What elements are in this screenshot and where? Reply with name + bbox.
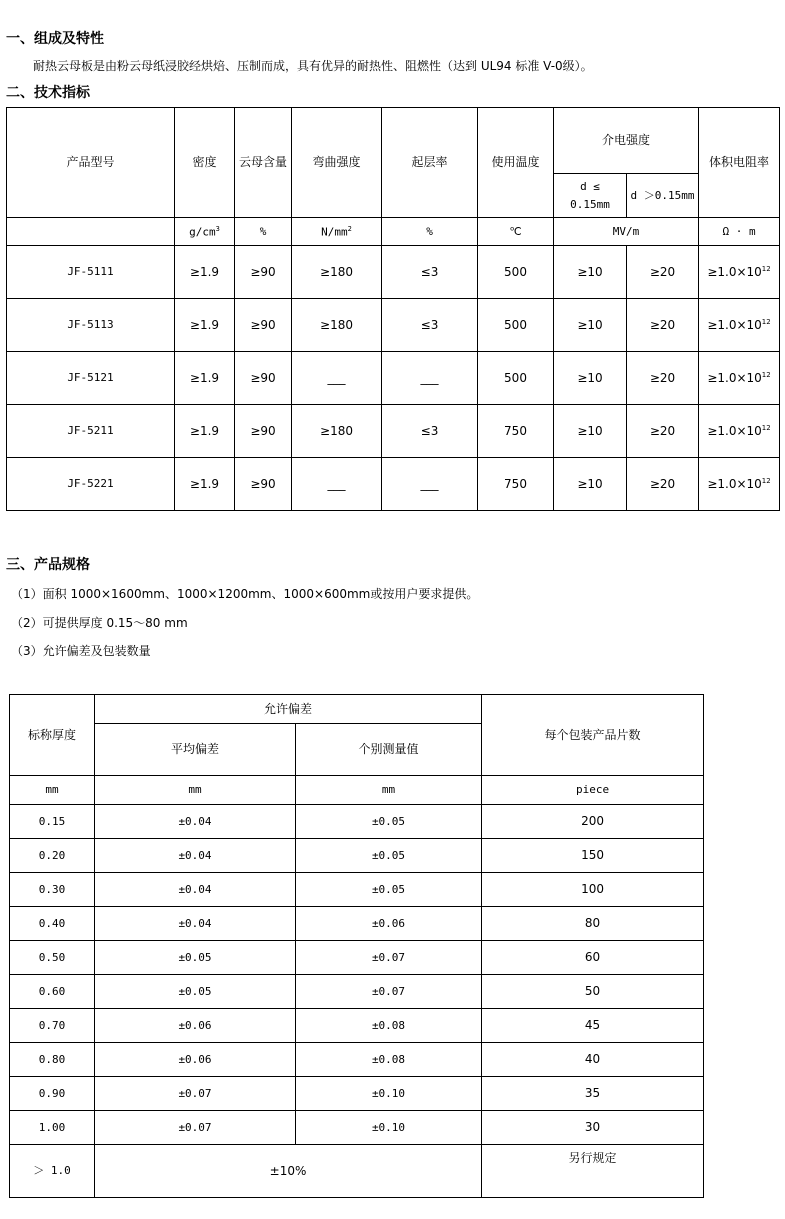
unit-dielectric: MV/m [554, 218, 699, 246]
unit-density-sup: 3 [215, 224, 220, 233]
table-row [10, 975, 704, 1009]
unit-bending [292, 218, 382, 246]
cell-pieces: 60 [482, 941, 704, 975]
header-tolerance: 允许偏差 [95, 695, 482, 724]
cell-diel-b: ≥20 [627, 246, 699, 299]
cell-pieces: 150 [482, 839, 704, 873]
cell-pieces: 50 [482, 975, 704, 1009]
cell-single: ±0.08 [296, 1043, 482, 1077]
cell-pieces: 45 [482, 1009, 704, 1043]
cell-bending: ≥180 [292, 299, 382, 352]
table-row [7, 299, 780, 352]
cell-single: ±0.07 [296, 975, 482, 1009]
cell-bending: ≥180 [292, 246, 382, 299]
section1-heading: 一、组成及特性 [6, 31, 104, 47]
cell-thickness: 0.30 [10, 873, 95, 907]
cell-model: JF-5221 [7, 458, 175, 511]
cell-resistivity-text: ≥1.0×10 [707, 317, 762, 332]
unit-bending-text: N/mm [321, 225, 348, 239]
cell-pieces: 30 [482, 1111, 704, 1145]
cell-bending: ___ [292, 352, 382, 405]
unit-bending-sup: 2 [347, 224, 352, 233]
unit-density-text: g/cm [189, 225, 216, 239]
technical-specs-table [6, 107, 780, 511]
table-row [10, 1077, 704, 1111]
table-row [10, 839, 704, 873]
cell-avg: ±0.06 [95, 1043, 296, 1077]
table-row [10, 1111, 704, 1145]
cell-thickness: 0.70 [10, 1009, 95, 1043]
unit-mica: % [235, 218, 292, 246]
cell-mica: ≥90 [235, 405, 292, 458]
cell-diel-b: ≥20 [627, 458, 699, 511]
cell-avg: ±0.07 [95, 1111, 296, 1145]
cell-density: ≥1.9 [175, 352, 235, 405]
table-row [10, 1043, 704, 1077]
cell-thickness: 0.60 [10, 975, 95, 1009]
cell-resistivity-sup: 12 [761, 476, 771, 485]
cell-pieces: 另行规定 [482, 1145, 704, 1198]
header-single: 个别测量值 [296, 724, 482, 776]
cell-resistivity [699, 246, 780, 299]
cell-delam: ___ [382, 352, 478, 405]
header-bending: 弯曲强度 [292, 108, 382, 218]
cell-diel-a: ≥10 [554, 352, 627, 405]
cell-pieces: 40 [482, 1043, 704, 1077]
tolerance-table [9, 694, 704, 1198]
table-row [10, 873, 704, 907]
unit-thickness: mm [10, 776, 95, 805]
cell-thickness: ＞ 1.0 [10, 1145, 95, 1198]
cell-resistivity-sup: 12 [761, 264, 771, 273]
cell-delam: ___ [382, 458, 478, 511]
cell-thickness: 0.80 [10, 1043, 95, 1077]
cell-thickness: 0.15 [10, 805, 95, 839]
cell-avg: ±0.04 [95, 839, 296, 873]
header-diel-a-line1: d ≤ [580, 180, 600, 194]
cell-density: ≥1.9 [175, 405, 235, 458]
cell-resistivity [699, 458, 780, 511]
header-density: 密度 [175, 108, 235, 218]
header-diel-a [554, 174, 627, 218]
cell-avg: ±0.04 [95, 805, 296, 839]
unit-single: mm [296, 776, 482, 805]
header-diel-b: d ＞0.15mm [627, 174, 699, 218]
cell-model: JF-5211 [7, 405, 175, 458]
cell-resistivity-text: ≥1.0×10 [707, 264, 762, 279]
cell-diel-a: ≥10 [554, 299, 627, 352]
cell-temp: 500 [478, 246, 554, 299]
cell-single: ±0.08 [296, 1009, 482, 1043]
section3-heading: 三、产品规格 [6, 557, 90, 573]
header-delam: 起层率 [382, 108, 478, 218]
cell-diel-b: ≥20 [627, 352, 699, 405]
cell-mica: ≥90 [235, 246, 292, 299]
cell-temp: 750 [478, 458, 554, 511]
cell-pieces: 35 [482, 1077, 704, 1111]
cell-resistivity-sup: 12 [761, 370, 771, 379]
unit-pieces: piece [482, 776, 704, 805]
unit-density [175, 218, 235, 246]
units-row [7, 218, 780, 246]
cell-delam: ≤3 [382, 299, 478, 352]
cell-resistivity-text: ≥1.0×10 [707, 370, 762, 385]
header-avg: 平均偏差 [95, 724, 296, 776]
cell-single: ±0.05 [296, 805, 482, 839]
section2-heading: 二、技术指标 [6, 85, 90, 101]
cell-single: ±0.10 [296, 1111, 482, 1145]
cell-resistivity [699, 405, 780, 458]
unit-resistivity: Ω · m [699, 218, 780, 246]
cell-delam: ≤3 [382, 405, 478, 458]
cell-resistivity-sup: 12 [761, 423, 771, 432]
table-row [10, 1145, 704, 1198]
cell-resistivity [699, 299, 780, 352]
table-row [7, 405, 780, 458]
section3-item-3: （3）允许偏差及包装数量 [11, 644, 151, 658]
header-pieces: 每个包装产品片数 [482, 695, 704, 776]
cell-mica: ≥90 [235, 352, 292, 405]
header-mica: 云母含量 [235, 108, 292, 218]
unit-temp: ℃ [478, 218, 554, 246]
table-row [7, 246, 780, 299]
table-row [7, 458, 780, 511]
cell-pieces: 80 [482, 907, 704, 941]
cell-density: ≥1.9 [175, 246, 235, 299]
cell-diel-a: ≥10 [554, 458, 627, 511]
cell-resistivity [699, 352, 780, 405]
unit-delam: % [382, 218, 478, 246]
cell-single: ±0.10 [296, 1077, 482, 1111]
cell-thickness: 0.40 [10, 907, 95, 941]
cell-density: ≥1.9 [175, 458, 235, 511]
cell-thickness: 0.50 [10, 941, 95, 975]
cell-bending: ___ [292, 458, 382, 511]
table-row [10, 1009, 704, 1043]
unit-avg: mm [95, 776, 296, 805]
cell-avg: ±0.04 [95, 873, 296, 907]
cell-model: JF-5111 [7, 246, 175, 299]
cell-single: ±0.05 [296, 873, 482, 907]
cell-avg: ±0.07 [95, 1077, 296, 1111]
cell-bending: ≥180 [292, 405, 382, 458]
cell-diel-a: ≥10 [554, 405, 627, 458]
cell-model: JF-5113 [7, 299, 175, 352]
header-resistivity: 体积电阻率 [699, 108, 780, 218]
header-temp: 使用温度 [478, 108, 554, 218]
cell-avg: ±0.05 [95, 941, 296, 975]
cell-pieces: 100 [482, 873, 704, 907]
cell-temp: 500 [478, 299, 554, 352]
cell-model: JF-5121 [7, 352, 175, 405]
header-dielectric: 介电强度 [554, 108, 699, 174]
cell-temp: 750 [478, 405, 554, 458]
cell-single: ±0.06 [296, 907, 482, 941]
cell-resistivity-text: ≥1.0×10 [707, 423, 762, 438]
cell-avg: ±0.05 [95, 975, 296, 1009]
cell-diel-b: ≥20 [627, 405, 699, 458]
header-model: 产品型号 [7, 108, 175, 218]
section1-text: 耐热云母板是由粉云母纸浸胶经烘焙、压制而成，具有优异的耐热性、阻燃性（达到 UL94 标准 V-0级）。 [33, 59, 593, 73]
cell-tolerance: ±10% [95, 1145, 482, 1198]
cell-mica: ≥90 [235, 299, 292, 352]
cell-diel-a: ≥10 [554, 246, 627, 299]
table-row [10, 907, 704, 941]
table-row [10, 941, 704, 975]
cell-diel-b: ≥20 [627, 299, 699, 352]
cell-thickness: 1.00 [10, 1111, 95, 1145]
cell-resistivity-sup: 12 [761, 317, 771, 326]
cell-mica: ≥90 [235, 458, 292, 511]
cell-single: ±0.07 [296, 941, 482, 975]
section3-item-1: （1）面积 1000×1600mm、1000×1200mm、1000×600mm或按用户要求提供。 [11, 587, 479, 601]
table-row [7, 352, 780, 405]
cell-thickness: 0.90 [10, 1077, 95, 1111]
table-row [10, 805, 704, 839]
units-row [10, 776, 704, 805]
header-thickness: 标称厚度 [10, 695, 95, 776]
cell-thickness: 0.20 [10, 839, 95, 873]
cell-avg: ±0.04 [95, 907, 296, 941]
section3-item-2: （2）可提供厚度 0.15～80 mm [11, 616, 188, 630]
cell-pieces: 200 [482, 805, 704, 839]
cell-temp: 500 [478, 352, 554, 405]
cell-density: ≥1.9 [175, 299, 235, 352]
cell-delam: ≤3 [382, 246, 478, 299]
cell-resistivity-text: ≥1.0×10 [707, 476, 762, 491]
cell-avg: ±0.06 [95, 1009, 296, 1043]
cell-single: ±0.05 [296, 839, 482, 873]
header-diel-a-line2: 0.15mm [570, 197, 610, 211]
